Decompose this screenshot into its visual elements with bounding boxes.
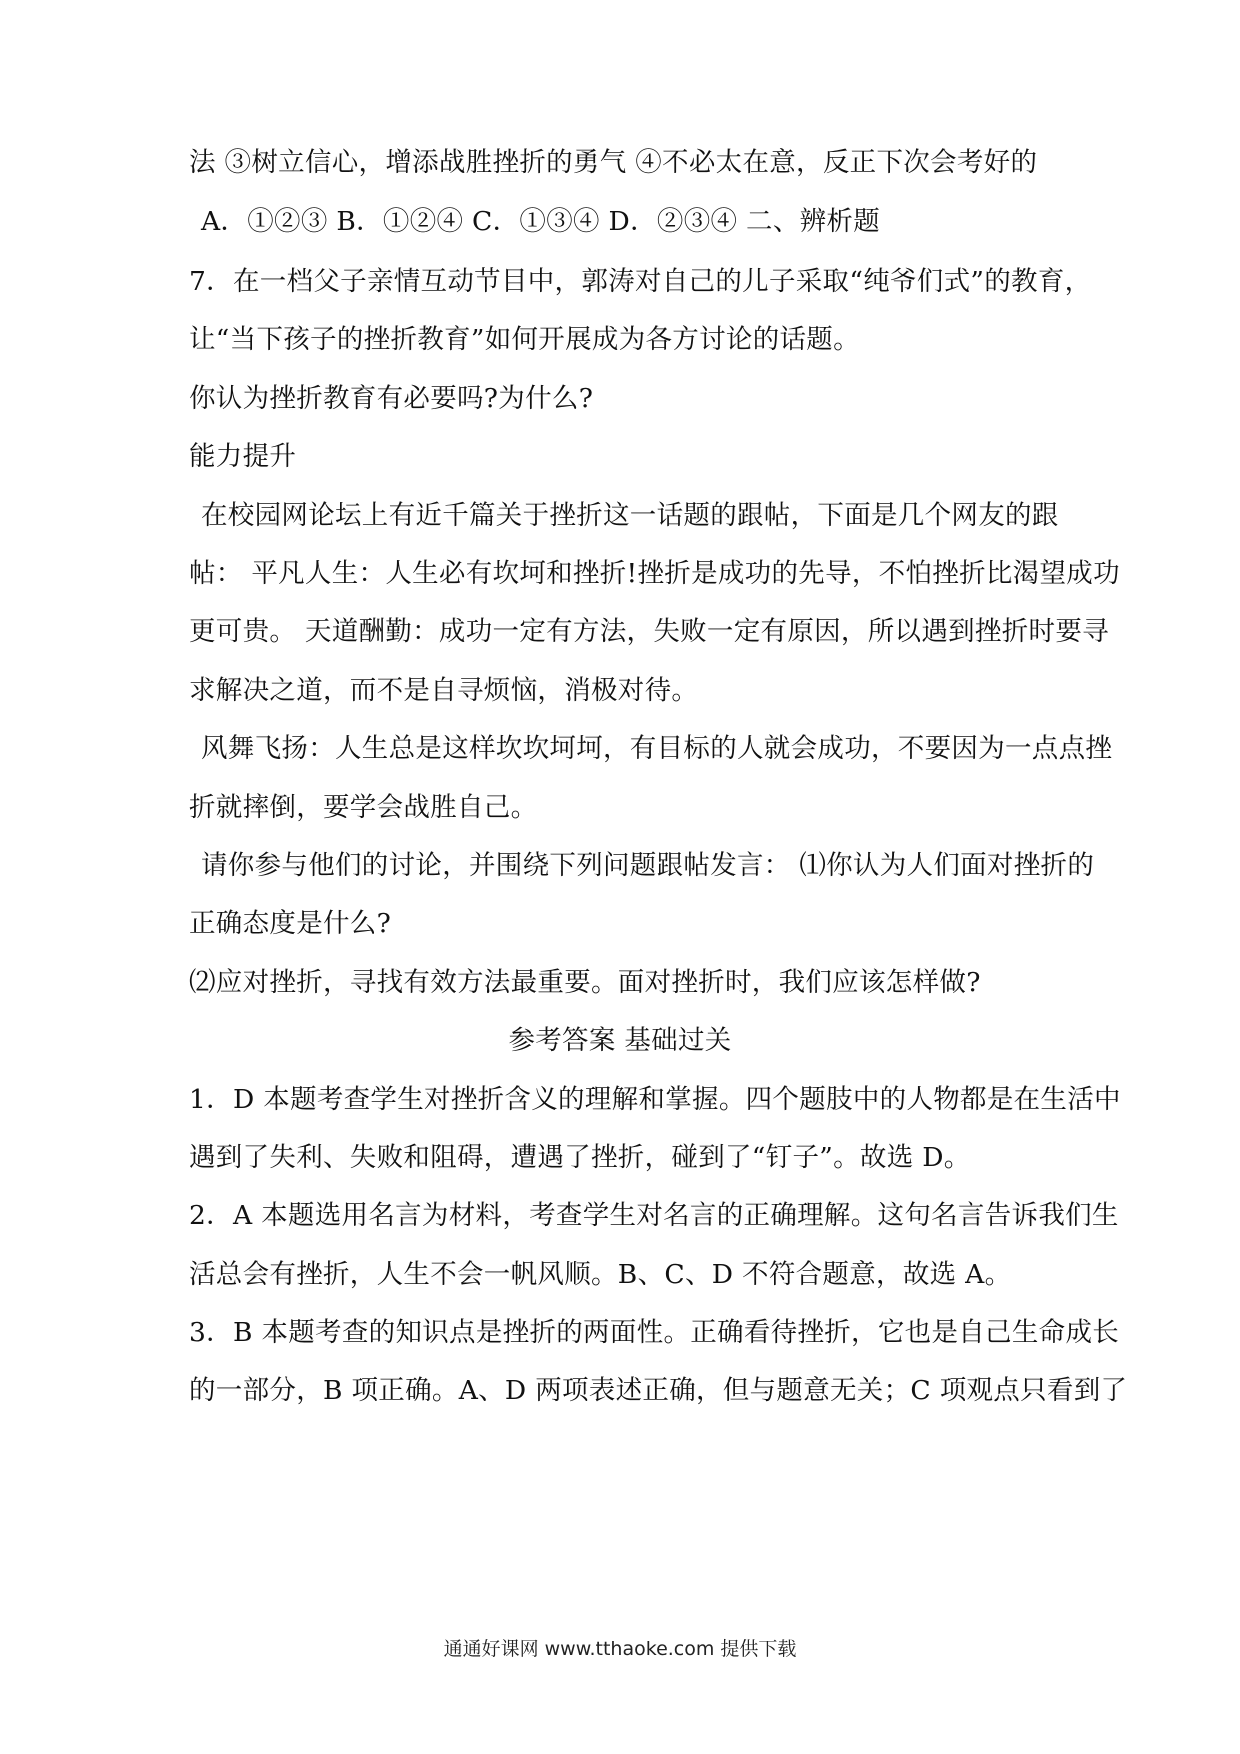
text-line: 求解决之道，而不是自寻烦恼，消极对待。 (189, 675, 699, 706)
text-line: ⑵应对挫折，寻找有效方法最重要。面对挫折时，我们应该怎样做? (189, 967, 981, 998)
text-line: 活总会有挫折，人生不会一帆风顺。B、C、D 不符合题意，故选 A。 (189, 1259, 1012, 1290)
text-line: 更可贵。 天道酬勤：成功一定有方法，失败一定有原因，所以遇到挫折时要寻 (189, 616, 1109, 647)
text-line: 的一部分，B 项正确。A、D 两项表述正确，但与题意无关；C 项观点只看到了 (189, 1375, 1128, 1406)
text-line: 请你参与他们的讨论，并围绕下列问题跟帖发言： ⑴你认为人们面对挫折的 (201, 850, 1095, 881)
text-line: 遇到了失利、失败和阻碍，遭遇了挫折，碰到了“钉子”。故选 D。 (189, 1142, 971, 1173)
text-line: 法 ③树立信心，增添战胜挫折的勇气 ④不必太在意，反正下次会考好的 (189, 147, 1038, 178)
choice-options-line: A．①②③ B．①②④ C．①③④ D．②③④ 二、辨析题 (201, 206, 881, 237)
question-7-line: 7．在一档父子亲情互动节目中，郭涛对自己的儿子采取“纯爷们式”的教育， (189, 266, 1092, 297)
text-line: 在校园网论坛上有近千篇关于挫折这一话题的跟帖，下面是几个网友的跟 (201, 500, 1059, 531)
text-line: 帖： 平凡人生：人生必有坎坷和挫折!挫折是成功的先导，不怕挫折比渴望成功 (189, 558, 1120, 589)
answer-3-line: 3．B 本题考查的知识点是挫折的两面性。正确看待挫折，它也是自己生命成长 (189, 1317, 1120, 1348)
text-line: 你认为挫折教育有必要吗?为什么? (189, 383, 594, 414)
page-footer: 通通好课网 www.tthaoke.com 提供下载 (443, 1638, 797, 1660)
text-line: 正确态度是什么? (189, 908, 392, 939)
text-line: 风舞飞扬：人生总是这样坎坎坷坷，有目标的人就会成功，不要因为一点点挫 (201, 733, 1113, 764)
text-line: 折就摔倒，要学会战胜自己。 (189, 792, 538, 823)
section-heading: 能力提升 (189, 441, 297, 472)
answer-section-heading: 参考答案 基础过关 (508, 1025, 732, 1056)
text-line: 让“当下孩子的挫折教育”如何开展成为各方讨论的话题。 (189, 324, 860, 355)
answer-1-line: 1．D 本题考查学生对挫折含义的理解和掌握。四个题肢中的人物都是在生活中 (189, 1084, 1121, 1115)
answer-2-line: 2．A 本题选用名言为材料，考查学生对名言的正确理解。这句名言告诉我们生 (189, 1200, 1119, 1231)
